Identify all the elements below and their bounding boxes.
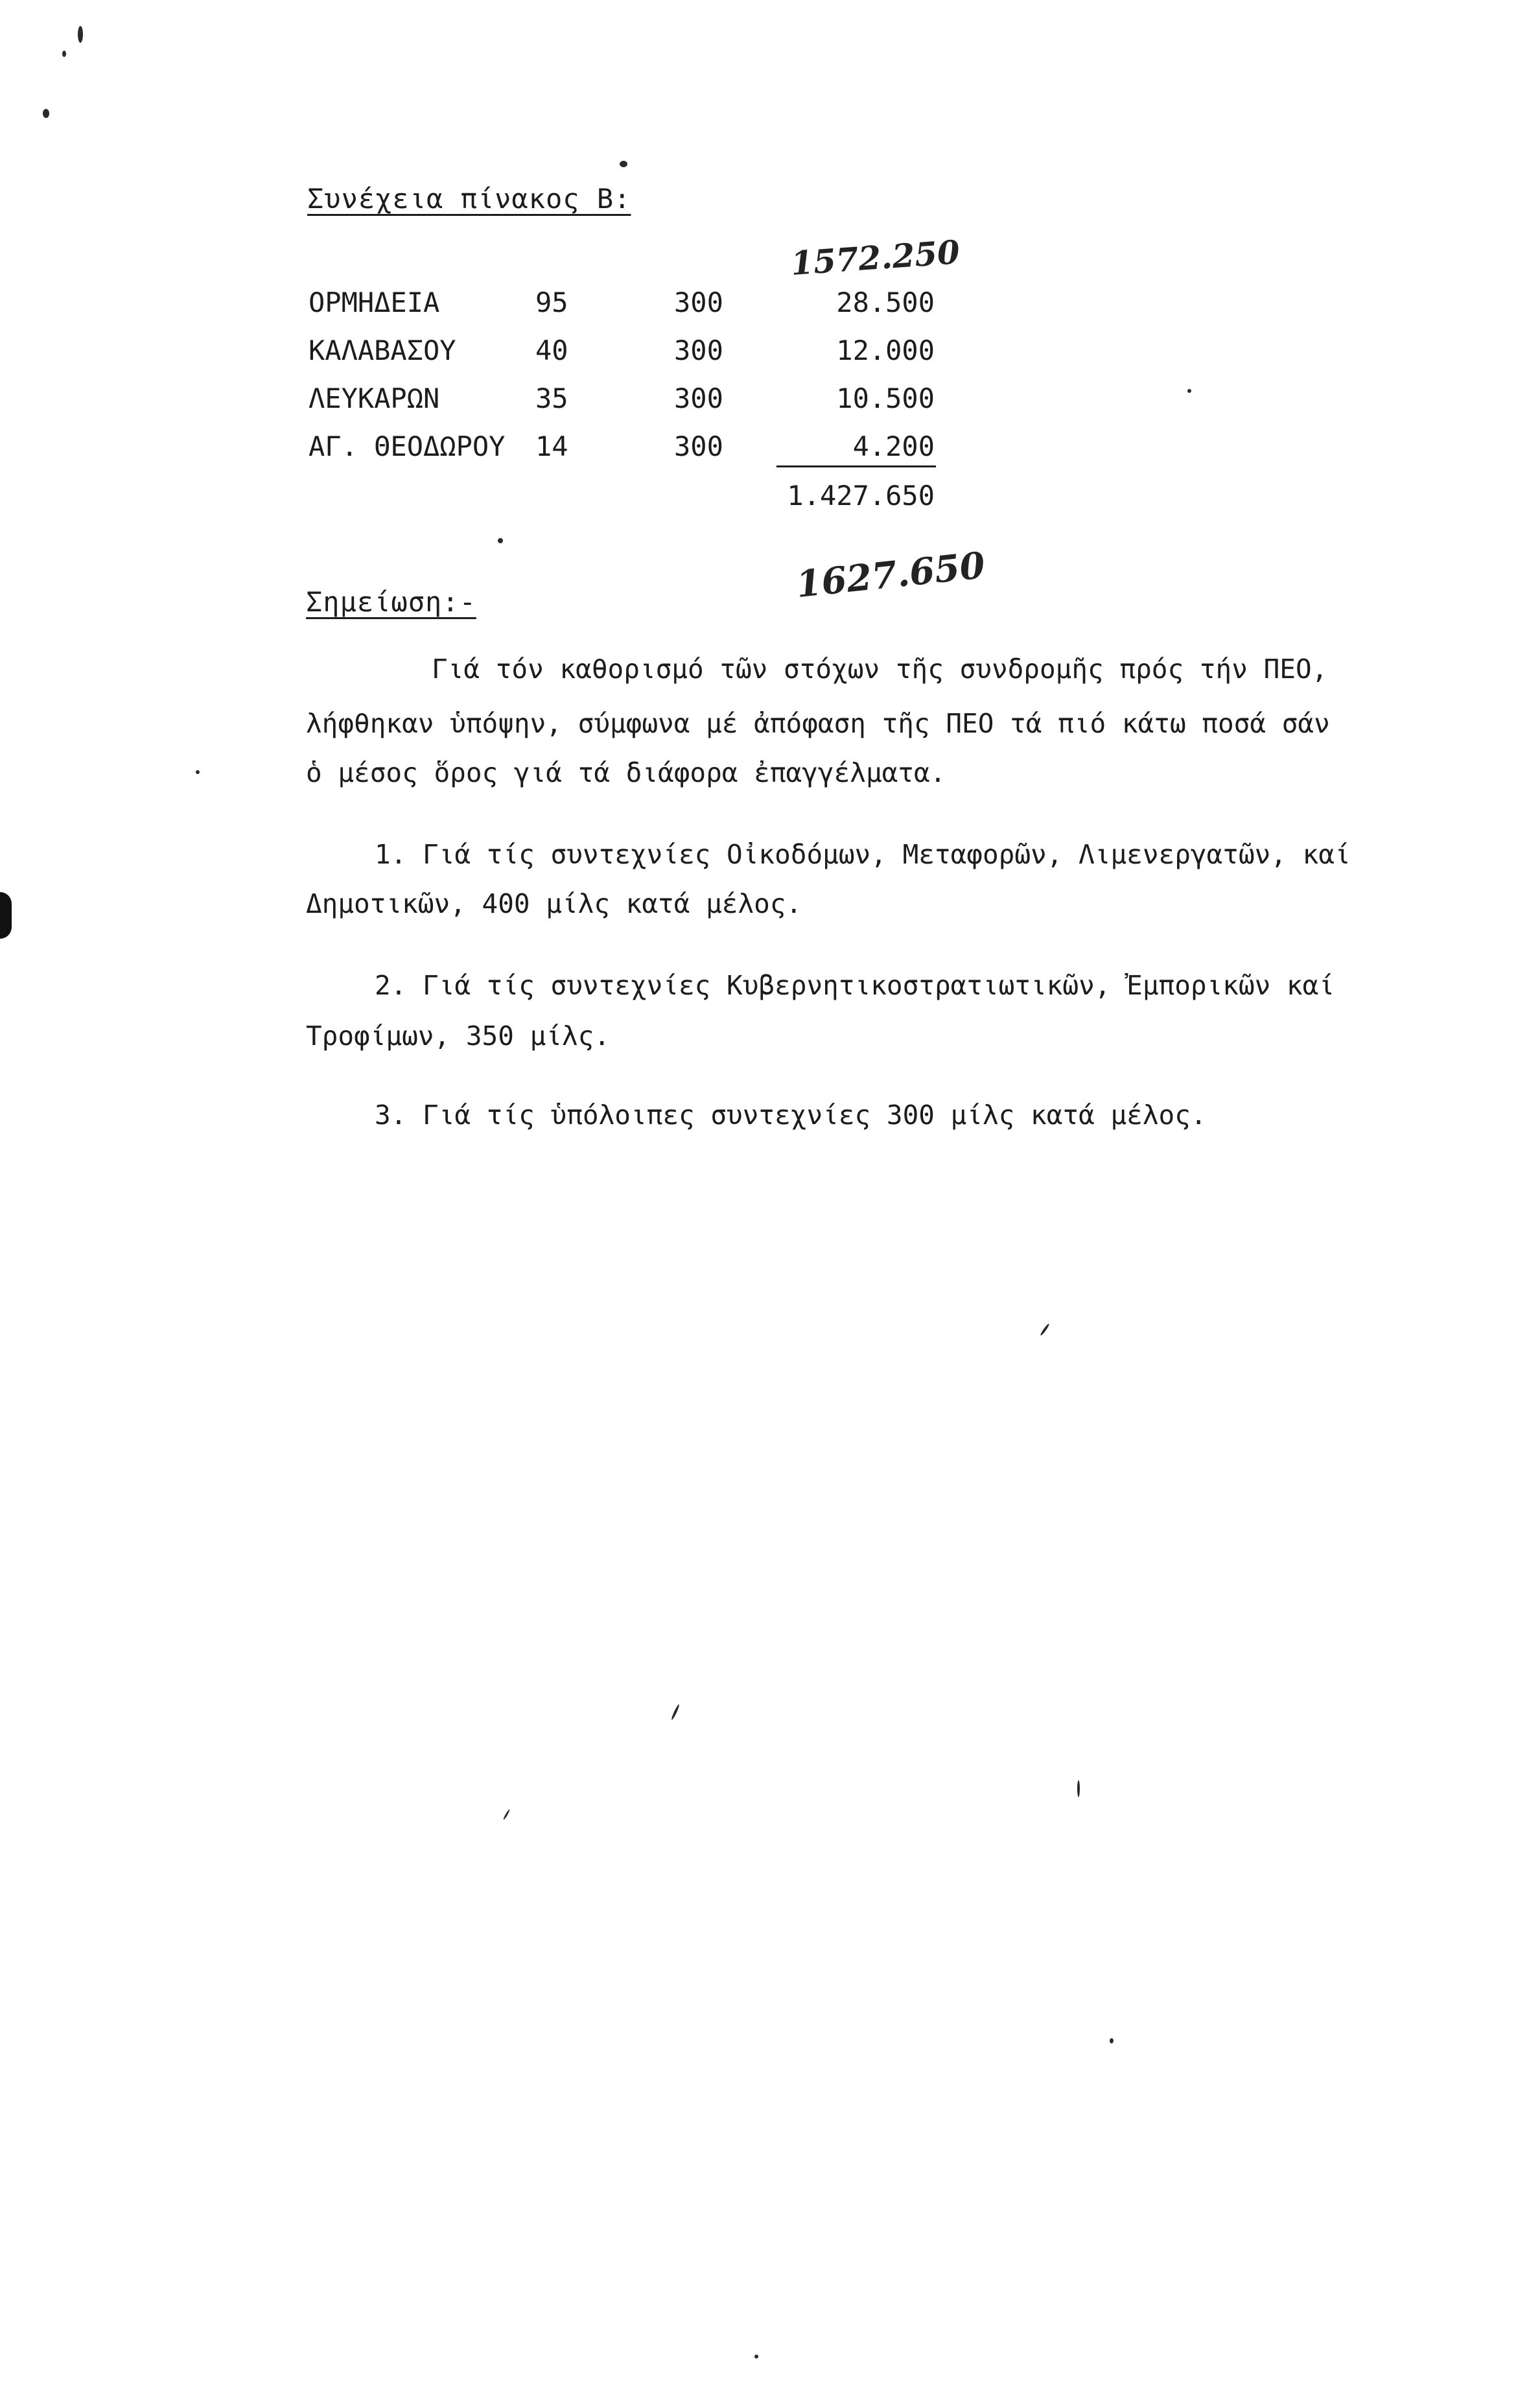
row-members: 95 (535, 287, 568, 318)
table-total: 1.427.650 (787, 480, 935, 512)
scan-speck (503, 1809, 511, 1820)
scan-mark-left-edge (0, 892, 12, 939)
table-heading: Συνέχεια πίνακος Β: (307, 183, 631, 215)
scan-speck (196, 770, 200, 774)
scan-speck (43, 109, 49, 118)
row-amount: 4.200 (852, 430, 935, 462)
handwritten-total-top: 1572.250 (789, 232, 961, 283)
row-members: 35 (535, 382, 568, 414)
note-line: 2. Γιά τίς συντεχνίες Κυβερνητικοστρατιωτικῶν, Ἐμπορικῶν καί (375, 970, 1335, 1001)
scan-speck (1187, 389, 1191, 393)
row-name: ΚΑΛΑΒΑΣΟΥ (309, 335, 456, 366)
row-rate: 300 (674, 382, 723, 414)
note-heading: Σημείωση:- (306, 586, 476, 618)
note-line: 1. Γιά τίς συντεχνίες Οἰκοδόμων, Μεταφορῶν, Λιμενεργατῶν, καί (375, 839, 1351, 870)
handwritten-total: 1627.650 (794, 543, 987, 607)
row-rate: 300 (674, 287, 723, 318)
row-name: ΟΡΜΗΔΕΙΑ (309, 287, 440, 318)
row-name: ΛΕΥΚΑΡΩΝ (309, 382, 440, 414)
row-name: ΑΓ. ΘΕΟΔΩΡΟΥ (309, 430, 506, 462)
scan-speck (62, 51, 66, 57)
sum-underline (776, 465, 936, 467)
row-amount: 10.500 (836, 382, 935, 414)
note-line: ὁ μέσος ὅρος γιά τά διάφορα ἐπαγγέλματα. (306, 757, 946, 788)
scan-speck (671, 1704, 681, 1720)
row-amount: 12.000 (836, 335, 935, 366)
row-rate: 300 (674, 430, 723, 462)
note-line: λήφθηκαν ὑπόψην, σύμφωνα μέ ἀπόφαση τῆς ΠΕΟ τά πιό κάτω ποσά σάν (306, 708, 1330, 739)
note-line: Τροφίμων, 350 μίλς. (306, 1020, 610, 1052)
scan-speck (78, 26, 83, 43)
note-line: Γιά τόν καθορισμό τῶν στόχων τῆς συνδρομῆς πρός τήν ΠΕΟ, (432, 653, 1328, 685)
scan-speck (498, 538, 503, 543)
scan-speck (1110, 2038, 1114, 2043)
scan-speck (754, 2355, 758, 2358)
note-line: Δημοτικῶν, 400 μίλς κατά μέλος. (306, 888, 802, 919)
scan-speck (1040, 1323, 1050, 1336)
row-amount: 28.500 (836, 287, 935, 318)
row-rate: 300 (674, 335, 723, 366)
row-members: 40 (535, 335, 568, 366)
note-line: 3. Γιά τίς ὑπόλοιπες συντεχνίες 300 μίλς κατά μέλος. (375, 1099, 1207, 1131)
scan-speck (1077, 1780, 1080, 1797)
scan-speck (620, 161, 627, 167)
row-members: 14 (535, 430, 568, 462)
